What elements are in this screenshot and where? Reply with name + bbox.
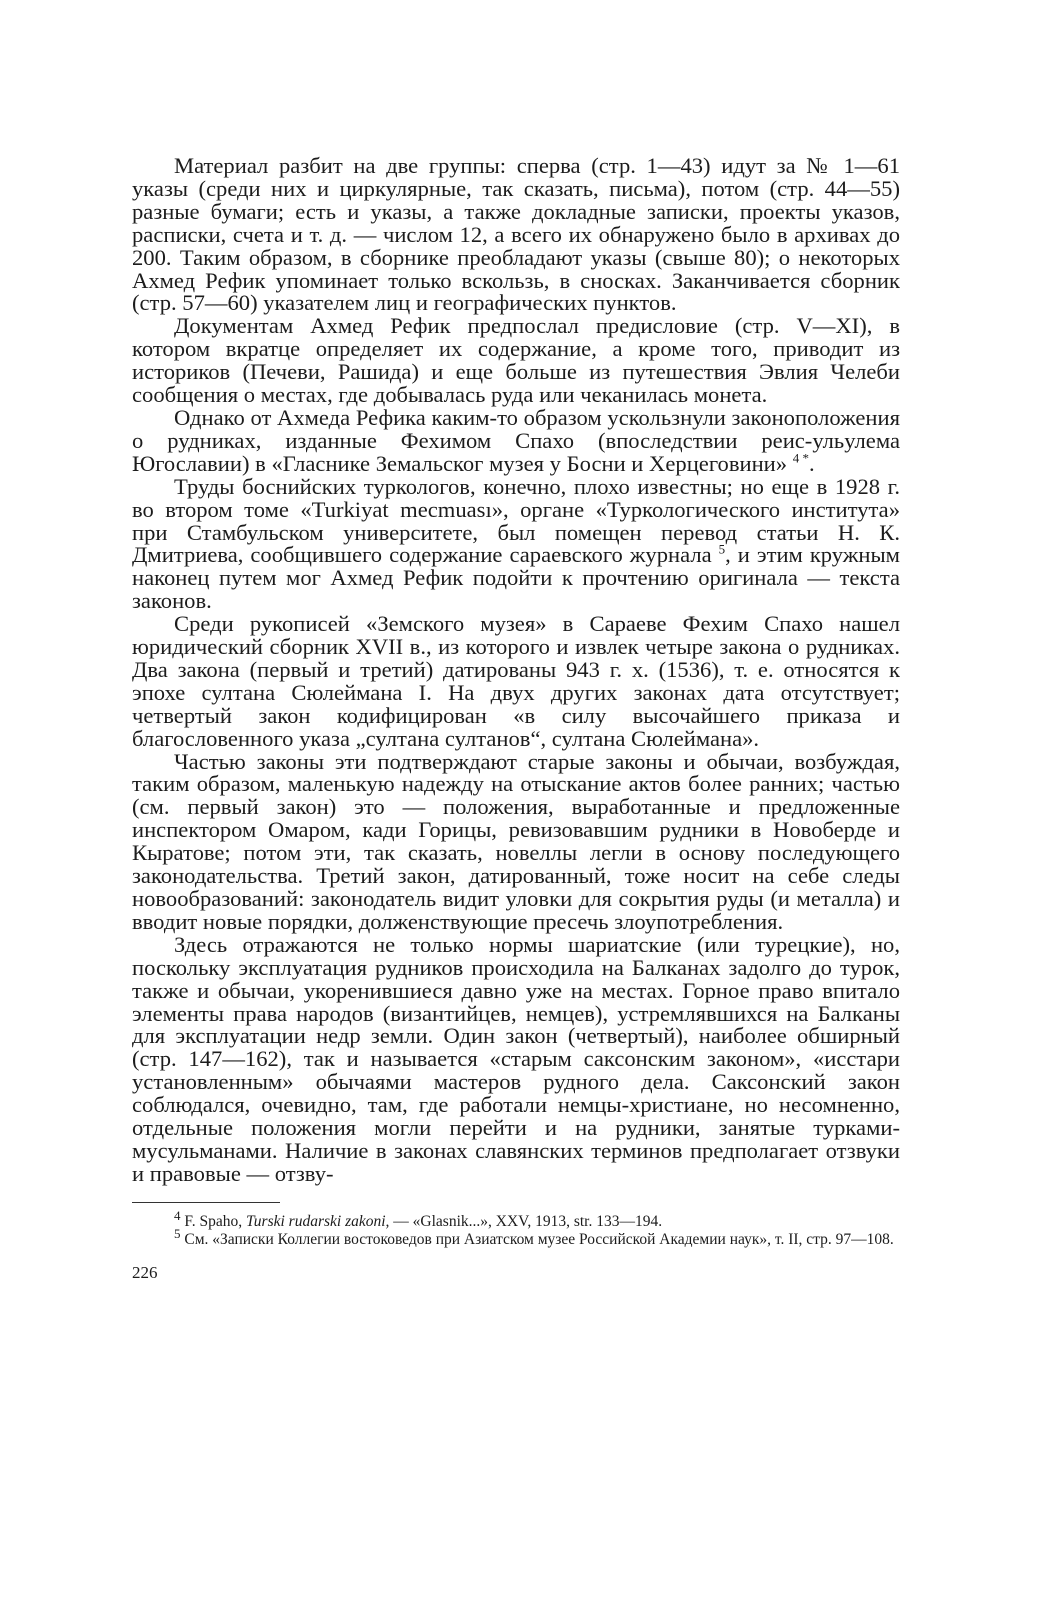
paragraph-4 <box>132 473 900 614</box>
paragraph-5: Среди рукописей «Земского музея» в Сараеве Фехим Спахо нашел юридический сборник XVII в., из которого и извлек четыре закона о рудниках. Два закона (первый и третий) датированы 943 г. х. (1536), т. е. относятся к эпохе султана Сюлеймана I. На двух других законах дата отсутствует; четвертый закон кодифицирован «в силу высочайшего приказа и благословенного указа „султана султанов“, султана Сюлеймана». <box>132 611 900 751</box>
footnote-ref-5[interactable]: 5 <box>718 541 726 557</box>
paragraph-4-text: Труды боснийских туркологов, конечно, плохо известны; но еще в 1928 г. во втором томе «Turkiyat mecmuası», органе «Туркологического института» при Стамбульском университете, был помещен перевод статьи Н. К. Дмитриева, сообщившего содержание сараевского журнала <box>132 473 900 568</box>
paragraph-3-tail: . <box>808 450 815 476</box>
footnote-4-mark: 4 <box>174 1207 181 1223</box>
paragraph-2: Документам Ахмед Рефик предпослал предисловие (стр. V—XI), в котором вкратце определяет их содержание, а кроме того, приводит из историков (Печеви, Рашида) и еще больше из путешествия Эвлия Челеби сообщения о местах, где добывалась руда или чеканилась монета. <box>132 313 900 408</box>
paragraph-3 <box>132 404 900 476</box>
footnote-5-text: См. «Записки Коллегии востоковедов при Азиатском музее Российской Академии наук», т. II, стр. 97—108. <box>184 1230 894 1248</box>
paragraph-7: Здесь отражаются не только нормы шариатские (или турецкие), но, поскольку эксплуатация рудников происходила на Балканах задолго до турок, также и обычаи, укоренившиеся давно уже на местах. Горное право впитало элементы права народов (византийцев, немцев), устремлявшихся на Балканы для эксплуатации недр земли. Один закон (четвертый), наиболее обширный (стр. 147—162), так и называется «старым саксонским законом», «исстари установленным» обычаями мастеров рудного дела. Саксонский закон соблюдался, очевидно, там, где работали немцы-христиане, но несомненно, отдельные положения могли перейти и на рудники, занятые турками-мусульманами. Наличие в законах славянских терминов предполагает отзвуки и правовые — отзву- <box>132 931 900 1186</box>
footnote-ref-4[interactable]: 4 * <box>792 450 809 466</box>
footnote-divider <box>132 1202 280 1203</box>
footnote-4-rest: — «Glasnik...», XXV, 1913, str. 133—194. <box>393 1212 663 1230</box>
page-number: 226 <box>132 1262 158 1282</box>
paragraph-6: Частью законы эти подтверждают старые законы и обычаи, возбуждая, таким образом, маленькую надежду на отыскание актов более ранних; частью (см. первый закон) это — положения, выработанные и предложенные инспектором Омаром, кади Горицы, ревизовавшим рудники в Новоберде и Кыратове; потом эти, так сказать, новеллы легли в основу последующего законодательства. Третий закон, датированный, тоже носит на себе следы новообразований: законодатель видит уловки для сокрытия руды (и металла) и вводит новые порядки, долженствующие пресечь злоупотребления. <box>132 748 900 934</box>
footnote-4-title: Turski rudarski zakoni, <box>246 1212 390 1230</box>
paragraph-4-tail: , и этим кружным наконец путем мог Ахмед Рефик подойти к прочтению оригинала — текста законов. <box>132 542 900 614</box>
footnote-4-author: F. Spaho, <box>184 1212 243 1230</box>
paragraph-3-text: Однако от Ахмеда Рефика каким-то образом ускользнули законоположения о рудниках, изданные Фехимом Спахо (впоследствии реис-ульулема Югославии) в «Гласнике Земальског музея у Босни и Херцеговини» <box>132 404 900 476</box>
footnote-5-mark: 5 <box>174 1225 181 1241</box>
paragraph-1: Материал разбит на две группы: сперва (стр. 1—43) идут за № 1—61 указы (среди них и циркулярные, так сказать, письма), потом (стр. 44—55) разные бумаги; есть и указы, а также докладные записки, проекты указов, расписки, счета и т. д. — числом 12, а всего их обнаружено было в архивах до 200. Таким образом, в сборнике преобладают указы (свыше 80); о некоторых Ахмед Рефик упоминает только вскользь, в сносках. Заканчивается сборник (стр. 57—60) указателем лиц и географических пунктов. <box>132 153 900 316</box>
footnote-4 <box>132 1207 900 1231</box>
book-page <box>132 155 900 1283</box>
footnote-5 <box>132 1225 900 1249</box>
